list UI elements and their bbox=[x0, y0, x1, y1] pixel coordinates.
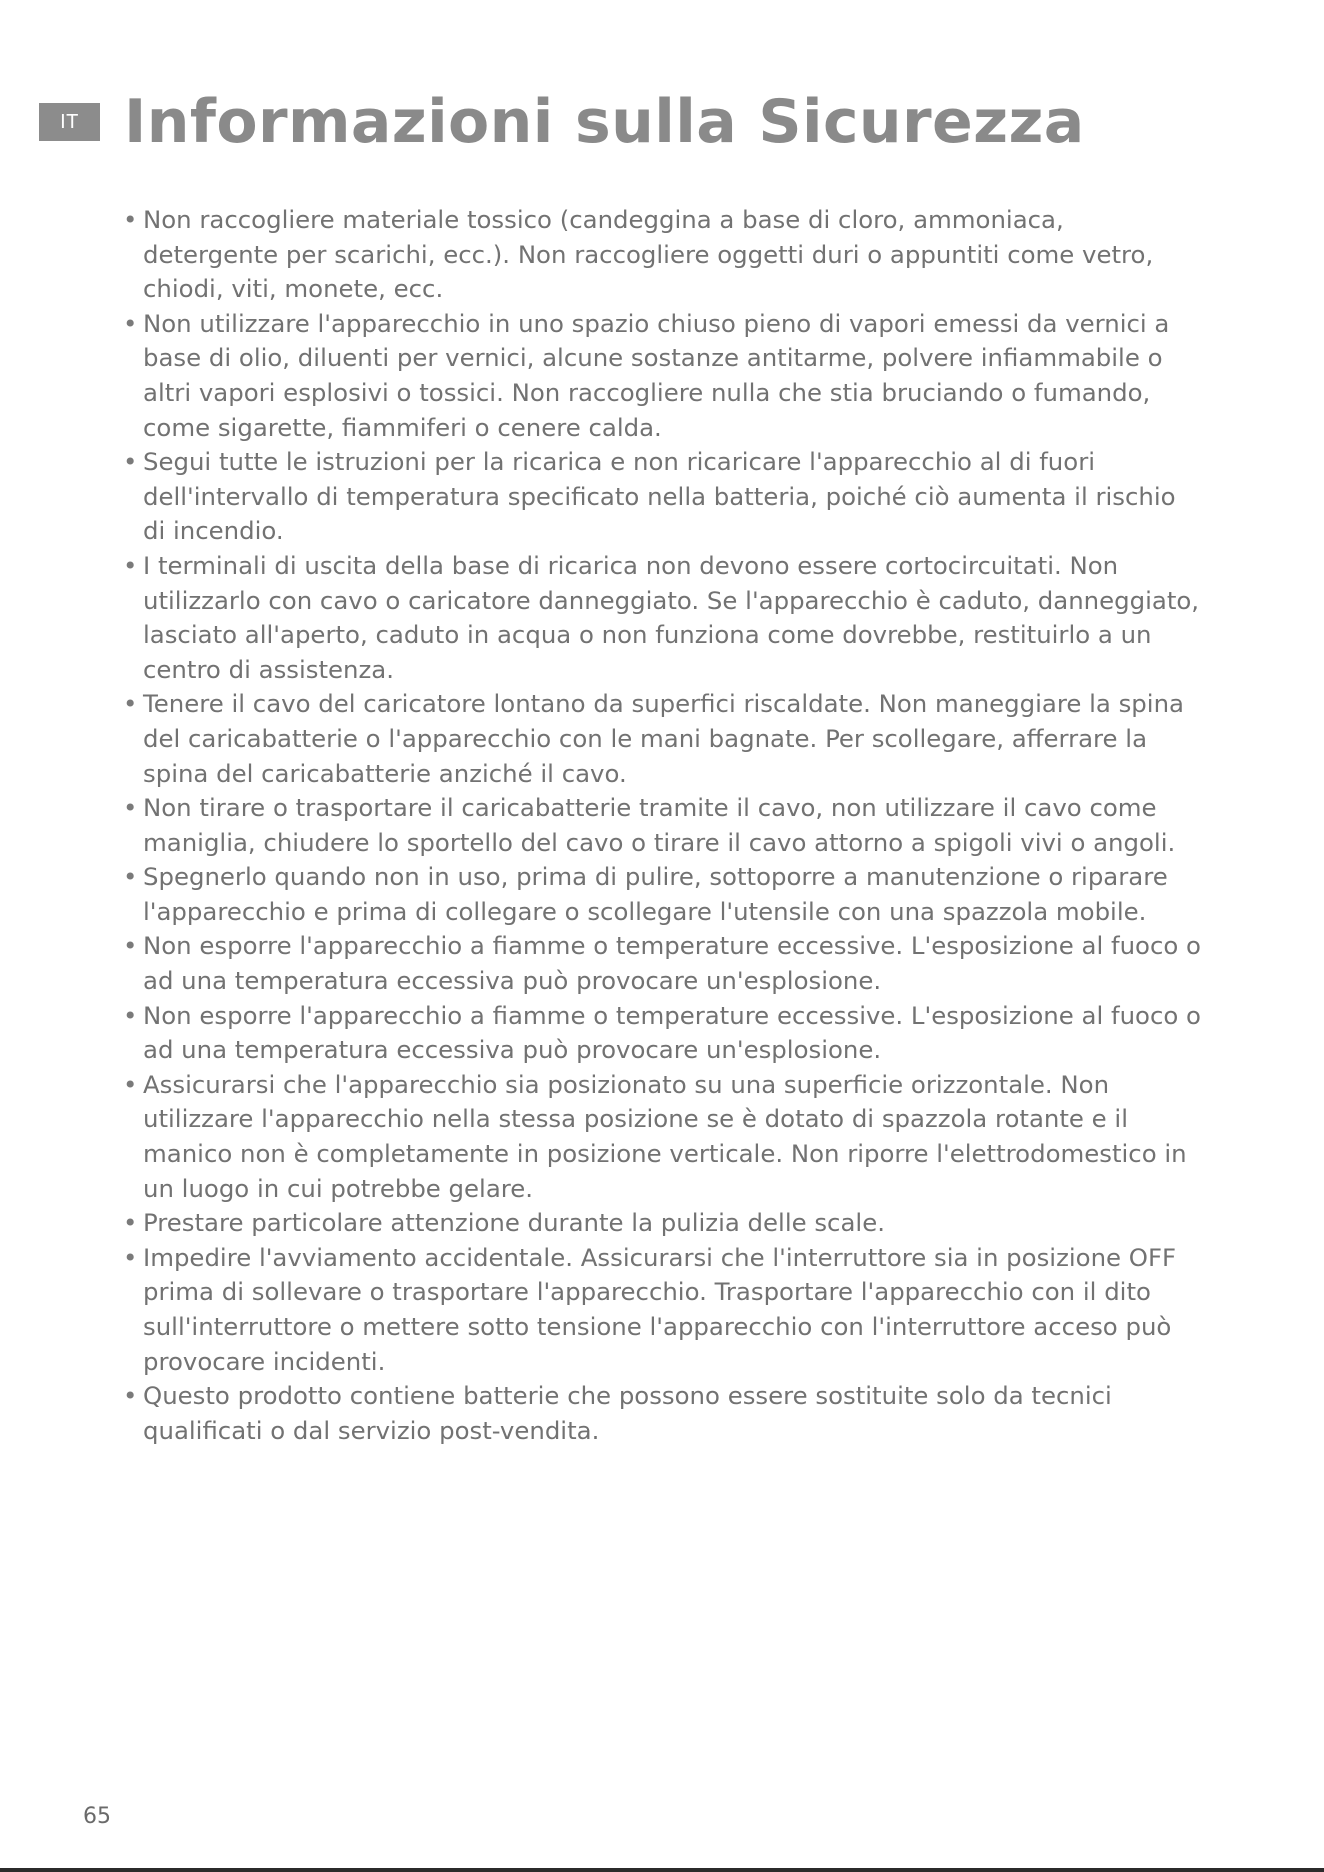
safety-item: • I terminali di uscita della base di ricarica non devono essere cortocircuitati. Non utilizzarlo con cavo o caricatore danneggiato. Se l'apparecchio è caduto, danneggiato, lasciato all'aperto, caduto in acqua o non funziona come dovrebbe, restituirlo a un centro di assistenza. bbox=[143, 549, 1201, 687]
safety-item: • Segui tutte le istruzioni per la ricarica e non ricaricare l'apparecchio al di fuori dell'intervallo di temperatura specificato nella batteria, poiché ciò aumenta il rischio di incendio. bbox=[143, 445, 1201, 549]
page-number: 65 bbox=[83, 1804, 111, 1829]
safety-item: • Non raccogliere materiale tossico (candeggina a base di cloro, ammoniaca, detergente per scarichi, ecc.). Non raccogliere oggetti duri o appuntiti come vetro, chiodi, viti, monete, ecc. bbox=[143, 203, 1201, 307]
safety-item: • Questo prodotto contiene batterie che possono essere sostituite solo da tecnici qualificati o dal servizio post-vendita. bbox=[143, 1379, 1201, 1448]
safety-item: • Impedire l'avviamento accidentale. Assicurarsi che l'interruttore sia in posizione OFF prima di sollevare o trasportare l'apparecchio. Trasportare l'apparecchio con il dito sull'interruttore o mettere sotto tensione l'apparecchio con l'interruttore acceso può provocare incidenti. bbox=[143, 1241, 1201, 1379]
safety-item: • Spegnerlo quando non in uso, prima di pulire, sottoporre a manutenzione o riparare l'apparecchio e prima di collegare o scollegare l'utensile con una spazzola mobile. bbox=[143, 860, 1201, 929]
safety-item: • Tenere il cavo del caricatore lontano da superfici riscaldate. Non maneggiare la spina del caricabatterie o l'apparecchio con le mani bagnate. Per scollegare, afferrare la spina del caricabatterie anziché il cavo. bbox=[143, 687, 1201, 791]
safety-item: • Non esporre l'apparecchio a fiamme o temperature eccessive. L'esposizione al fuoco o ad una temperatura eccessiva può provocare un'esplosione. bbox=[143, 929, 1201, 998]
safety-instructions-list bbox=[143, 203, 1201, 1448]
bottom-rule bbox=[0, 1868, 1324, 1872]
language-badge: IT bbox=[39, 103, 100, 141]
safety-item: • Assicurarsi che l'apparecchio sia posizionato su una superficie orizzontale. Non utilizzare l'apparecchio nella stessa posizione se è dotato di spazzola rotante e il manico non è completamente in posizione verticale. Non riporre l'elettrodomestico in un luogo in cui potrebbe gelare. bbox=[143, 1068, 1201, 1206]
safety-item: • Non esporre l'apparecchio a fiamme o temperature eccessive. L'esposizione al fuoco o ad una temperatura eccessiva può provocare un'esplosione. bbox=[143, 999, 1201, 1068]
safety-item: • Non tirare o trasportare il caricabatterie tramite il cavo, non utilizzare il cavo come maniglia, chiudere lo sportello del cavo o tirare il cavo attorno a spigoli vivi o angoli. bbox=[143, 791, 1201, 860]
safety-item: • Prestare particolare attenzione durante la pulizia delle scale. bbox=[143, 1206, 1201, 1241]
safety-item: • Non utilizzare l'apparecchio in uno spazio chiuso pieno di vapori emessi da vernici a base di olio, diluenti per vernici, alcune sostanze antitarme, polvere infiammabile o altri vapori esplosivi o tossici. Non raccogliere nulla che stia bruciando o fumando, come sigarette, fiammiferi o cenere calda. bbox=[143, 307, 1201, 445]
page-title: Informazioni sulla Sicurezza bbox=[124, 87, 1085, 157]
